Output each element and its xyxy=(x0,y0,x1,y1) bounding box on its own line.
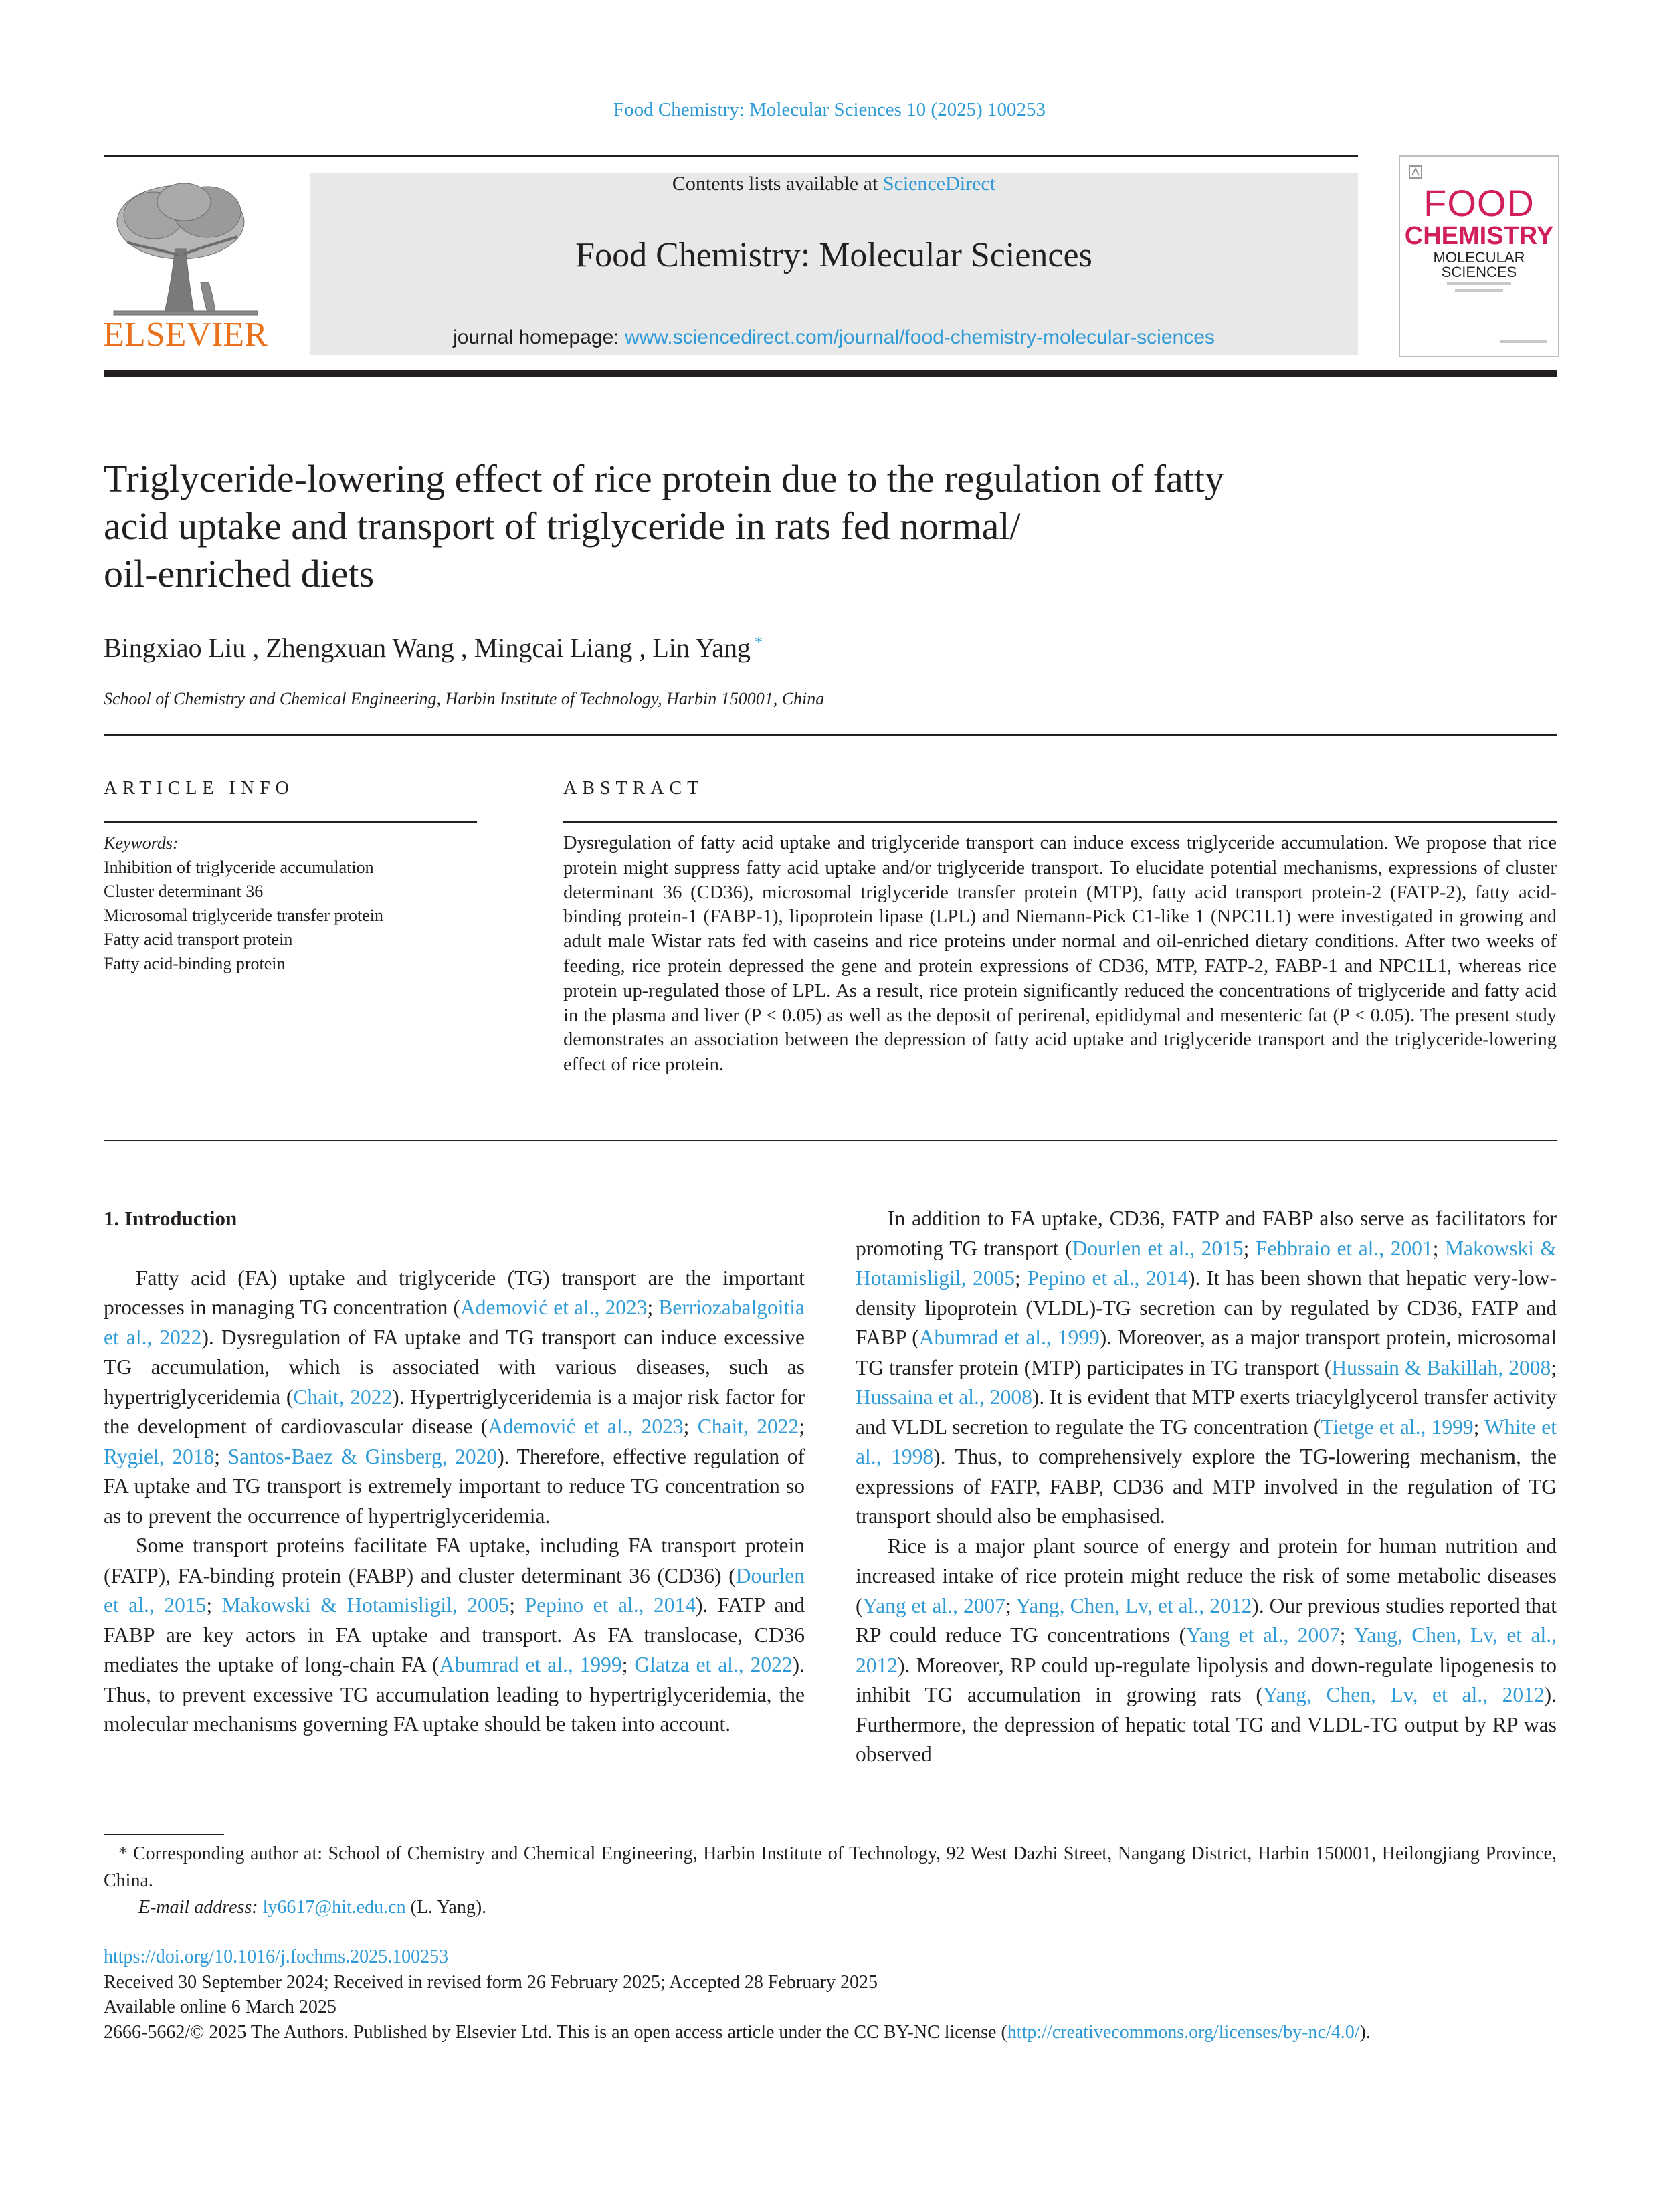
paragraph-text: ). Hypertriglyceridemia is a major risk factor for the development of cardiovascular disease ( xyxy=(104,1385,805,1438)
divider xyxy=(104,734,1557,736)
title-line: acid uptake and transport of triglyceride in rats fed normal/ xyxy=(104,504,1021,548)
cover-footer-mark xyxy=(1500,340,1547,343)
title-line: Triglyceride-lowering effect of rice protein due to the regulation of fatty xyxy=(104,457,1224,500)
divider xyxy=(563,821,1557,823)
citation-link[interactable]: Rygiel, 2018 xyxy=(104,1444,215,1468)
citation-link[interactable]: Dourlen et al., 2015 xyxy=(1072,1236,1244,1260)
paragraph-text: ; xyxy=(1005,1593,1016,1617)
paragraph-text: ). Moreover, as a major transport protein, microsomal TG transfer protein (MTP) participates in TG transport ( xyxy=(856,1326,1557,1379)
citation-link[interactable]: Glatza et al., 2022 xyxy=(634,1653,793,1676)
body-paragraph xyxy=(104,1264,805,1532)
paragraph-text: ; xyxy=(206,1593,222,1617)
paragraph-text: Some transport proteins facilitate FA uptake, including FA transport protein (FATP), FA-binding protein (FABP) and cluster determinant 36 (CD36) ( xyxy=(104,1534,805,1587)
contents-prefix: Contents lists available at xyxy=(672,173,883,195)
paragraph-text: ). Thus, to prevent excessive TG accumulation leading to hypertriglyceridemia, the molecular mechanisms governing FA uptake should be taken into account. xyxy=(104,1653,805,1736)
email-label: E-mail address: xyxy=(138,1897,258,1918)
paragraph-text: ; xyxy=(1243,1236,1256,1260)
citation-link[interactable]: Pepino et al., 2014 xyxy=(524,1593,696,1617)
cover-title-food: FOOD xyxy=(1424,182,1535,224)
email-suffix: (L. Yang). xyxy=(405,1897,487,1918)
elsevier-wordmark: ELSEVIER xyxy=(103,316,268,354)
body-column-right xyxy=(856,1204,1557,1770)
paragraph-text: Rice is a major plant source of energy and protein for human nutrition and increased intake of rice protein might reduce the risk of some metabolic diseases ( xyxy=(856,1534,1557,1617)
body-column-left xyxy=(104,1204,805,1740)
paragraph-text: ; xyxy=(683,1415,698,1438)
paragraph-text: ). It is evident that MTP exerts triacylglycerol transfer activity and VLDL secretion to regulate the TG concentration ( xyxy=(856,1385,1557,1439)
license-text: 2666-5662/© 2025 The Authors. Published by Elsevier Ltd. This is an open access article under the CC BY-NC license ( xyxy=(104,2021,1007,2043)
footnote-rule xyxy=(104,1834,224,1835)
keyword: Fatty acid-binding protein xyxy=(104,954,286,973)
cover-title-chemistry: CHEMISTRY xyxy=(1404,222,1554,250)
authors-text: Bingxiao Liu , Zhengxuan Wang , Mingcai Liang , Lin Yang xyxy=(104,633,751,663)
paragraph-text: Fatty acid (FA) uptake and triglyceride (TG) transport are the important processes in managing TG concentration ( xyxy=(104,1266,805,1319)
keyword: Microsomal triglyceride transfer protein xyxy=(104,906,384,925)
cover-title-molecular: MOLECULAR SCIENCES xyxy=(1433,249,1525,280)
citation-link[interactable]: Yang, Chen, Lv, et al., 2012 xyxy=(1015,1593,1252,1617)
footnote-star: * xyxy=(118,1843,128,1864)
title-line: oil-enriched diets xyxy=(104,552,375,595)
masthead-rule xyxy=(104,370,1557,377)
running-header[interactable]: Food Chemistry: Molecular Sciences 10 (2025) 100253 xyxy=(613,99,1046,120)
divider xyxy=(104,821,477,823)
citation-link[interactable]: Makowski & Hotamisligil, 2005 xyxy=(856,1236,1557,1290)
citation-link[interactable]: Yang, Chen, Lv, et al., 2012 xyxy=(1262,1683,1545,1706)
keyword: Cluster determinant 36 xyxy=(104,882,264,901)
citation-link[interactable]: Hussain & Bakillah, 2008 xyxy=(1331,1355,1551,1379)
email-link[interactable]: ly6617@hit.edu.cn xyxy=(262,1897,406,1918)
body-paragraph xyxy=(856,1532,1557,1770)
paragraph-text: ). Our previous studies reported that RP could reduce TG concentrations ( xyxy=(856,1593,1557,1647)
cover-title xyxy=(1400,182,1558,280)
citation-link[interactable]: Abumrad et al., 1999 xyxy=(439,1653,622,1676)
journal-name: Food Chemistry: Molecular Sciences xyxy=(575,236,1092,274)
abstract-heading: ABSTRACT xyxy=(563,778,704,799)
paragraph-text: ; xyxy=(647,1296,659,1319)
keywords-label: Keywords: xyxy=(104,833,179,853)
sciencedirect-link[interactable]: ScienceDirect xyxy=(882,173,996,195)
license-link[interactable]: http://creativecommons.org/licenses/by-nc/4.0/ xyxy=(1007,2021,1360,2043)
citation-link[interactable]: Febbraio et al., 2001 xyxy=(1255,1236,1433,1260)
license-line xyxy=(104,2020,1557,2045)
section-heading: 1. Introduction xyxy=(104,1207,237,1230)
keyword: Inhibition of triglyceride accumulation xyxy=(104,858,374,877)
elsevier-logo[interactable] xyxy=(100,175,271,356)
homepage-prefix: journal homepage: xyxy=(453,326,625,348)
citation-link[interactable]: Ademović et al., 2023 xyxy=(460,1296,648,1319)
elsevier-tree-icon xyxy=(100,175,271,356)
citation-link[interactable]: Pepino et al., 2014 xyxy=(1027,1266,1188,1290)
available-online: Available online 6 March 2025 xyxy=(104,1997,336,2017)
paragraphs-left xyxy=(104,1264,805,1740)
divider xyxy=(104,1140,1557,1141)
journal-homepage xyxy=(310,326,1358,349)
corresponding-footnote xyxy=(104,1841,1557,1921)
citation-link[interactable]: Makowski & Hotamisligil, 2005 xyxy=(221,1593,510,1617)
keywords-block xyxy=(104,831,478,976)
citation-link[interactable]: Yang, Chen, Lv, et al., 2012 xyxy=(856,1623,1557,1677)
journal-cover-thumbnail[interactable] xyxy=(1399,155,1559,357)
author-list xyxy=(104,632,763,664)
contents-line xyxy=(310,173,1358,195)
paragraph-text: ; xyxy=(1432,1236,1445,1260)
email-line xyxy=(104,1894,1557,1921)
homepage-link[interactable]: www.sciencedirect.com/journal/food-chemistry-molecular-sciences xyxy=(624,326,1215,348)
citation-link[interactable]: Tietge et al., 1999 xyxy=(1321,1415,1474,1439)
paragraph-text: ). Moreover, RP could up-regulate lipolysis and down-regulate lipogenesis to inhibit TG accumulation in growing rats ( xyxy=(856,1653,1557,1706)
publication-info xyxy=(104,1944,1557,2045)
history-dates: Received 30 September 2024; Received in revised form 26 February 2025; Accepted 28 February 2025 xyxy=(104,1971,878,1993)
license-suffix: ). xyxy=(1359,2021,1371,2043)
citation-link[interactable]: Berriozabalgoitia et al., 2022 xyxy=(104,1296,805,1349)
doi-link[interactable]: https://doi.org/10.1016/j.fochms.2025.100253 xyxy=(104,1946,449,1967)
cover-text-line xyxy=(1455,289,1503,292)
paragraphs-right xyxy=(856,1204,1557,1770)
affiliation: School of Chemistry and Chemical Engineering, Harbin Institute of Technology, Harbin 150001, China xyxy=(104,689,825,708)
top-rule xyxy=(104,155,1358,157)
citation-link[interactable]: White et al., 1998 xyxy=(856,1415,1557,1468)
citation-link[interactable]: Abumrad et al., 1999 xyxy=(918,1326,1100,1349)
citation-link[interactable]: Santos-Baez & Ginsberg, 2020 xyxy=(227,1444,498,1468)
citation-link[interactable]: Yang et al., 2007 xyxy=(862,1593,1005,1617)
paragraph-text: ; xyxy=(214,1444,228,1468)
paragraph-text: In addition to FA uptake, CD36, FATP and FABP also serve as facilitators for promoting TG transport ( xyxy=(856,1207,1557,1260)
paragraph-text: ; xyxy=(799,1415,805,1438)
paragraph-text: ). Thus, to comprehensively explore the TG-lowering mechanism, the expressions of FATP, FABP, CD36 and MTP involved in the regulation of TG transport should also be emphasised. xyxy=(856,1445,1557,1528)
citation-link[interactable]: Chait, 2022 xyxy=(293,1385,393,1409)
cover-text-line xyxy=(1447,282,1511,285)
paragraph-text: ; xyxy=(1551,1355,1557,1379)
paragraph-text: ; xyxy=(1015,1266,1028,1290)
citation-link[interactable]: Yang et al., 2007 xyxy=(1186,1623,1340,1647)
paragraph-text: ). It has been shown that hepatic very-low-density lipoprotein (VLDL)-TG secretion can by regulated by CD36, FATP and FABP ( xyxy=(856,1266,1557,1349)
keyword: Fatty acid transport protein xyxy=(104,930,293,949)
corresponding-text: Corresponding author at: School of Chemistry and Chemical Engineering, Harbin Institute of Technology, 92 West Dazhi Street, Nangang District, Harbin 150001, Heilongjiang Province, China. xyxy=(104,1843,1557,1891)
paragraph-text: ; xyxy=(509,1593,525,1617)
citation-link[interactable]: Ademović et al., 2023 xyxy=(488,1415,684,1438)
article-info-heading: ARTICLE INFO xyxy=(104,778,294,799)
paragraph-text: ). Furthermore, the depression of hepatic total TG and VLDL-TG output by RP was observed xyxy=(856,1683,1557,1766)
article-title xyxy=(104,455,1375,597)
paragraph-text: ; xyxy=(1473,1415,1485,1439)
body-paragraph xyxy=(104,1531,805,1740)
body-paragraph xyxy=(856,1204,1557,1532)
citation-link[interactable]: Chait, 2022 xyxy=(697,1415,799,1438)
cover-logo-icon xyxy=(1408,165,1423,179)
paragraph-text: ). Dysregulation of FA uptake and TG transport can induce excessive TG accumulation, which is associated with various diseases, such as hypertriglyceridemia ( xyxy=(104,1325,805,1409)
paragraph-text: ). Therefore, effective regulation of FA uptake and TG transport is extremely important to reduce TG concentration so as to prevent the occurrence of hypertriglyceridemia. xyxy=(104,1444,805,1528)
citation-link[interactable]: Hussaina et al., 2008 xyxy=(856,1385,1032,1409)
abstract-text: Dysregulation of fatty acid uptake and triglyceride transport can induce excess triglyceride accumulation. We propose that rice protein might suppress fatty acid uptake and/or triglyceride transport. To elucidate potential mechanisms, expressions of cluster determinant 36 (CD36), microsomal triglyceride transfer protein (MTP), fatty acid transport protein-2 (FATP-2), fatty acid-binding protein-1 (FABP-1), lipoprotein lipase (LPL) and Niemann-Pick C1-like 1 (NPC1L1) were investigated in growing and adult male Wistar rats fed with caseins and rice proteins under normal and oil-enriched dietary conditions. After two weeks of feeding, rice protein depressed the gene and protein expressions of CD36, MTP, FATP-2, FABP-1 and NPC1L1, whereas rice protein up-regulated those of LPL. As a result, rice protein significantly reduced the concentrations of triglyceride and fatty acid in the plasma and liver (P < 0.05) as well as the deposit of perirenal, epididymal and mesenteric fat (P < 0.05). The present study demonstrates an association between the depression of fatty acid uptake and triglyceride transport and the triglyceride-lowering effect of rice protein. xyxy=(563,833,1557,1076)
corresponding-author-mark[interactable]: * xyxy=(755,633,763,651)
paragraph-text: ; xyxy=(621,1653,635,1676)
paragraph-text: ). FATP and FABP are key actors in FA uptake and transport. As FA translocase, CD36 mediates the uptake of long-chain FA ( xyxy=(104,1593,805,1676)
paragraph-text: ; xyxy=(1339,1623,1354,1647)
citation-link[interactable]: Dourlen et al., 2015 xyxy=(104,1563,805,1617)
